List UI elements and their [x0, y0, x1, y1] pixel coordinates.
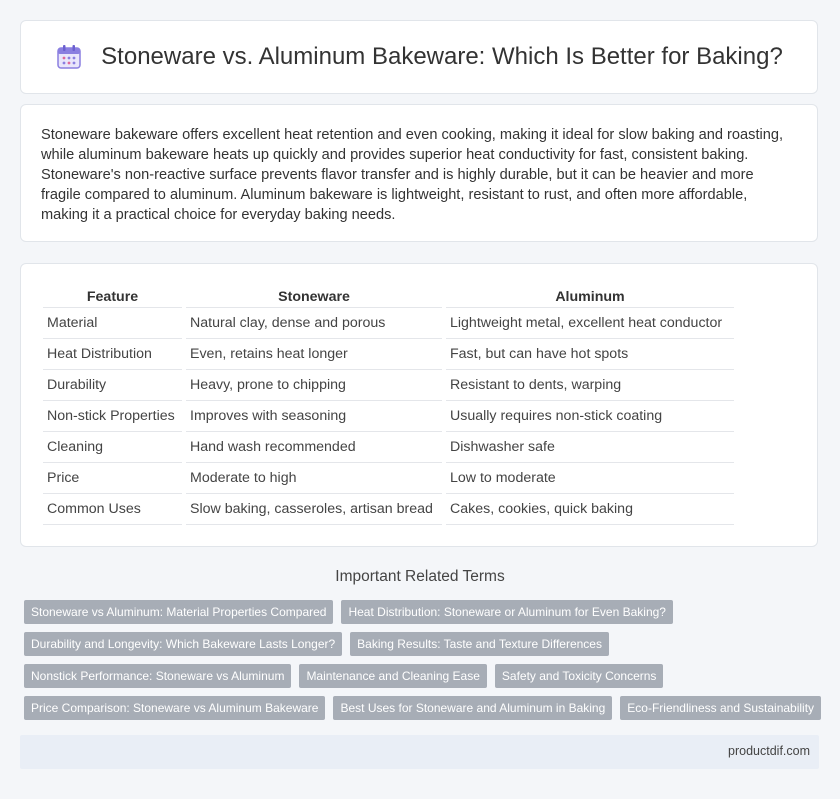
related-terms-title: Important Related Terms	[335, 568, 505, 585]
related-term-tag[interactable]: Heat Distribution: Stoneware or Aluminum for Even Baking?	[341, 600, 673, 624]
table-cell: Durability	[43, 369, 182, 400]
column-header-aluminum: Aluminum	[555, 289, 625, 305]
table-cell: Slow baking, casseroles, artisan bread	[186, 493, 442, 525]
calendar-icon	[55, 43, 83, 71]
related-term-tag[interactable]: Nonstick Performance: Stoneware vs Aluminum	[24, 664, 291, 688]
table-row	[43, 369, 734, 400]
table-cell: Resistant to dents, warping	[446, 369, 734, 400]
related-term-tag[interactable]: Safety and Toxicity Concerns	[495, 664, 664, 688]
table-cell: Fast, but can have hot spots	[446, 338, 734, 369]
table-row	[43, 462, 734, 493]
table-cell: Material	[43, 307, 182, 338]
related-term-tag[interactable]: Best Uses for Stoneware and Aluminum in Baking	[333, 696, 612, 720]
table-cell: Heavy, prone to chipping	[186, 369, 442, 400]
comparison-table	[39, 284, 738, 525]
table-cell: Dishwasher safe	[446, 431, 734, 462]
table-row	[43, 431, 734, 462]
related-term-tag[interactable]: Baking Results: Taste and Texture Differences	[350, 632, 609, 656]
table-cell: Common Uses	[43, 493, 182, 525]
table-cell: Cleaning	[43, 431, 182, 462]
related-term-tag[interactable]: Eco-Friendliness and Sustainability	[620, 696, 821, 720]
tag-row	[24, 664, 824, 688]
table-cell: Hand wash recommended	[186, 431, 442, 462]
tag-row	[24, 696, 824, 720]
table-cell: Lightweight metal, excellent heat conductor	[446, 307, 734, 338]
header-card	[20, 20, 818, 94]
related-terms-tags	[24, 600, 824, 728]
table-cell: Cakes, cookies, quick baking	[446, 493, 734, 525]
footer	[20, 735, 819, 769]
column-header-stoneware: Stoneware	[278, 289, 350, 305]
intro-text: Stoneware bakeware offers excellent heat retention and even cooking, making it ideal for slow baking and roasting, while aluminum bakeware heats up quickly and provides superior heat conductivity for fast, consistent baking. Stoneware's non-reactive surface prevents flavor transfer and is highly durable, but it can be heavier and more fragile compared to aluminum. Aluminum bakeware is lightweight, resistant to rust, and often more affordable, making it a practical choice for everyday baking needs.	[41, 127, 784, 223]
related-term-tag[interactable]: Price Comparison: Stoneware vs Aluminum Bakeware	[24, 696, 325, 720]
column-header-feature: Feature	[86, 289, 139, 305]
intro-card	[20, 104, 818, 242]
table-header-row	[43, 284, 734, 307]
table-cell: Moderate to high	[186, 462, 442, 493]
related-term-tag[interactable]: Stoneware vs Aluminum: Material Properties Compared	[24, 600, 333, 624]
footer-site-link[interactable]: productdif.com	[728, 744, 810, 758]
tag-row	[24, 632, 824, 656]
related-term-tag[interactable]: Maintenance and Cleaning Ease	[299, 664, 486, 688]
table-cell: Non-stick Properties	[43, 400, 182, 431]
table-cell: Usually requires non-stick coating	[446, 400, 734, 431]
table-row	[43, 307, 734, 338]
page-title: Stoneware vs. Aluminum Bakeware: Which Is Better for Baking?	[101, 43, 783, 70]
related-term-tag[interactable]: Durability and Longevity: Which Bakeware Lasts Longer?	[24, 632, 342, 656]
table-cell: Natural clay, dense and porous	[186, 307, 442, 338]
comparison-table-card	[20, 263, 818, 547]
table-cell: Even, retains heat longer	[186, 338, 442, 369]
table-cell: Heat Distribution	[43, 338, 182, 369]
table-row	[43, 338, 734, 369]
table-cell: Price	[43, 462, 182, 493]
tag-row	[24, 600, 824, 624]
table-row	[43, 400, 734, 431]
table-cell: Improves with seasoning	[186, 400, 442, 431]
table-cell: Low to moderate	[446, 462, 734, 493]
table-row	[43, 493, 734, 525]
